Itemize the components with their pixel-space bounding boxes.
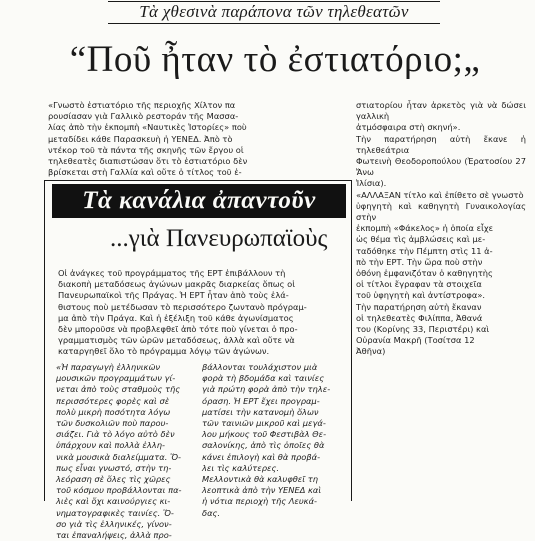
box-right-column: βάλλονται τουλάχιστον μιὰ φορὰ τὴ βδομάδα καὶ ταινίες γιὰ πρώτη φορὰ ἀπὸ τὴν τηλε- όραση. Ἡ ΕΡΤ ἔχει προγραμ- ματίσει τὴν κατανομὴ ὅλων τῶν ταινιῶν μικροῦ καὶ μεγά- λου μήκους τοῦ Φεστιβὰλ Θε- σαλονίκης, ἀπὸ τὶς ὁποῖες θὰ κάνει ἐπιλογὴ καὶ θὰ προβά- λει τὶς καλύτερες. Μελλοντικὰ θὰ καλυφθεῖ τη λεοπτικὰ ἀπὸ τὴν ΥΕΝΕΔ καὶ ἡ νότια περιοχὴ τῆς Λευκά- δας. — [202, 362, 331, 518]
box-left-column: «Ἡ παραγωγὴ ἑλληνικῶν μουσικῶν προγραμμάτων γί- νεται ἀπὸ τοὺς σταθμοὺς τῆς περισσότερες φορὲς καὶ σὲ πολὺ μικρὴ ποσότητα λόγω τῶν δυσκολιῶν ποὺ παρου- σιάζει. Γιὰ τὸ λόγο αὐτὸ δὲν ὑπάρχουν καὶ πολλὰ ἑλλη- νικὰ μουσικὰ διαλείμματα. Ὅ- πως εἶναι γνωστό, στὴν τη- λεόραση σὲ ὅλες τὶς χῶρες τοῦ κόσμου προβάλλονται πα- λιὲς καὶ ὄχι καινούργιες κι- νηματογραφικὲς ταινίες. Ὅ- σο γιὰ τὶς ἑλληνικές, γίνον- ται ἐπαναλήψεις, ἀλλὰ προ- — [56, 362, 182, 541]
kicker-rule-top — [108, 1, 440, 2]
box-lead-paragraph: Οἱ ἀνάγκες τοῦ προγράμματος τῆς ΕΡΤ ἐπιβάλλουν τὴ διακοπὴ μεταδόσεως ἀγώνων μακρᾶς διαρκείας ὅπως οἱ Πανευρωπαϊκοὶ τῆς Πράγας. Ἡ ΕΡΤ ἦταν ἀπὸ τοὺς ἐλά- θιστους ποὺ μετέδωσαν τὸ περισσότερο ζωντανὸ πρόγραμ- μα ἀπὸ τὴν Πράγα. Καὶ ἡ ἐξέλιξη τοῦ κάθε ἀγωνίσματος δὲν μποροῦσε νὰ προβλεφθεῖ ἀπὸ τότε ποὺ γίνεται ὁ προ- γραμματισμὸς τῶν ὡρῶν μεταδόσεως, ἀλλὰ καὶ οὔτε νὰ καταργηθεῖ ὅλο τὸ πρόγραμμα λόγῳ τῶν ἀγώνων. — [58, 268, 307, 357]
lead-left-column: «Γνωστὸ ἑστιατόριο τῆς περιοχῆς Χίλτον πα ρουσίασαν γιὰ Γαλλικὸ ρεστοράν τῆς Μασσα- λίας ἀπὸ τὴν ἐκπομπὴ «Ναυτικὲς Ἱστορίες» ποὺ μεταδίδει κάθε Παρασκευὴ ἡ ΥΕΝΕΔ. Ἀπὸ τὸ ντέκορ τοῦ τὰ πάντα τῆς σκηνῆς τῶν ἔργου οἱ τηλεθεατὲς διαπιστώσαν ὅτι τὸ ἑστιατόριο δὲν βρίσκεται στὴ Γαλλία καὶ οὔτε ὁ τίτλος τοῦ ἑ- — [48, 100, 248, 178]
section-kicker: Τὰ χθεσινὰ παράπονα τῶν τηλεθεατῶν — [139, 2, 409, 21]
subheadline: ...γιὰ Πανευρωπαϊοὺς — [110, 225, 328, 252]
headline: “Ποῦ ἦταν τὸ ἐστιατόριο;„ — [69, 39, 481, 80]
kicker-rule-bottom — [108, 23, 440, 24]
lead-right-column: στιατορίου ἦταν ἀρκετὸς γιὰ νὰ δώσει γαλλικὴ ἀτμόσφαιρα στὴ σκηνή». Τὴν παρατήρηση αὐτὴ ἔκανε ἡ τηλεθεάτρια Φωτεινὴ Θεοδοροπούλου (Ἐρατοσίου 27 Ἄνω Ἰλίσια). «ΑΛΛΑΞΑΝ τίτλο καὶ ἐπίθετο σὲ γνωστὸ ὑφηγητὴ καὶ καθηγητὴ Γυναικολογίας στὴν ἐκπομπὴ «Φάκελος» ἡ ὁποία εἶχε ὡς θέμα τὶς ἀμβλώσεις καὶ με- ταδόθηκε τὴν Πέμπτη στὶς 11 ἀ- πὸ τὴν ΕΡΤ. Τὴν ὥρα ποὺ στὴν ὀθόνη ἐμφανιζόταν ὁ καθηγητὴς οἱ τίτλοι ἔγραφαν τὰ στοιχεῖα τοῦ ὑφηγητὴ καὶ ἀντίστροφα». Τὴν παρατήρηση αὐτὴ ἔκαναν οἱ τηλεθεατὲς Φιλίππα, Ἀθανά του (Κορίνης 33, Περιστέρι) καὶ Οὐρανία Μακρῆ (Τοσίτσα 12 Ἀθῆνα) — [356, 100, 526, 357]
section-banner: Τὰ κανάλια ἀπαντοῦν — [52, 184, 346, 218]
